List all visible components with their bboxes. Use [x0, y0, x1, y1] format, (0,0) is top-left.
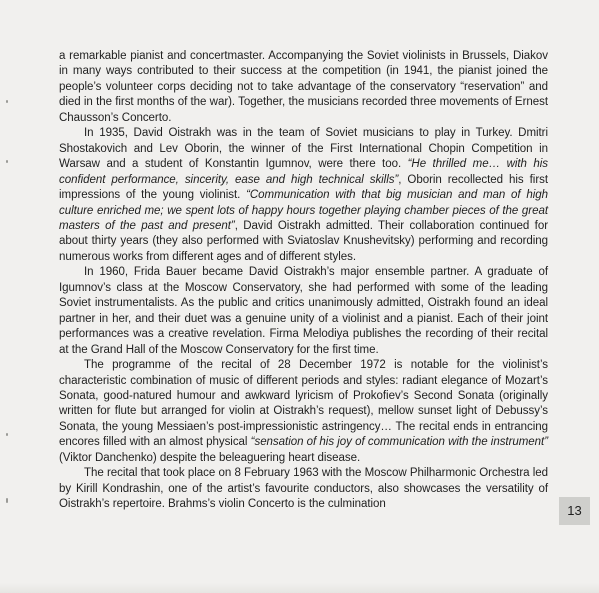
paragraph	[59, 49, 548, 126]
binding-mark	[6, 100, 8, 103]
quote-text: “Communication with that big musician and man of high culture enriched me; we spent lots of happy hours together playing chamber pieces of the great masters of the past and present”	[59, 189, 548, 232]
paragraph	[59, 466, 548, 512]
quote-text: “He thrilled me… with his confident performance, sincerity, ease and high technical skills”	[59, 158, 548, 186]
text-run: The recital that took place on 8 February 1963 with the Moscow Philharmonic Orchestra led by Kirill Kondrashin, one of the artist’s favourite conductors, also showcases the versatility of Oistrakh’s repertoire. Brahms’s violin Concerto is the culmination	[59, 467, 548, 511]
body-text	[59, 49, 548, 513]
text-run: , David Oistrakh admitted. Their collaboration continued for about thirty years (they also performed with Sviatoslav Knushevitsky) performing and recording numerous works from different ages and of different styles.	[59, 219, 548, 263]
quote-text: “sensation of his joy of communication with the instrument”	[250, 436, 549, 449]
text-run: , Oborin recollected his first impressions of the young violinist.	[59, 173, 549, 202]
text-run: In 1960, Frida Bauer became David Oistrakh’s major ensemble partner. A graduate of Igumnov’s class at the Moscow Conservatory, she had performed with some of the leading Soviet instrumentalists. As the public and critics unanimously admitted, Oistrakh found an ideal partner in her, and their duet was a genuine unity of a violinist and a pianist. Each of their joint performances was a creative revelation. Firma Melodiya publishes the recording of their recital at the Grand Hall of the Moscow Conservatory for the first time.	[59, 266, 548, 356]
paragraph	[59, 265, 548, 358]
binding-mark	[6, 160, 8, 163]
text-run: a remarkable pianist and concertmaster. Accompanying the Soviet violinists in Brussels, Diakov in many ways contributed to their success at the competition (in 1941, the pianist joined the people’s volunteer corps deciding not to take advantage of the conservatory “reservation” and died in the first months of the war). Together, the musicians recorded three movements of Ernest Chausson’s Concerto.	[59, 50, 548, 124]
text-run: (Viktor Danchenko) despite the beleaguering heart disease.	[59, 451, 361, 464]
binding-mark	[6, 498, 8, 503]
paragraph	[59, 358, 548, 466]
binding-mark	[6, 433, 8, 436]
text-run: The programme of the recital of 28 December 1972 is notable for the violinist’s characteristic combination of music of different periods and styles: radiant elegance of Mozart’s Sonata, good-natured humour and awkward lyricism of Prokofiev’s Second Sonata (originally written for flute but arranged for violin at Oistrakh’s request), mellow sunset light of Debussy’s Sonata, the young Messiaen’s post-impressionistic astringency… The recital ends in entrancing encores filled with an almost physical	[59, 359, 548, 449]
text-run: In 1935, David Oistrakh was in the team of Soviet musicians to play in Turkey. Dmitri Shostakovich and Lev Oborin, the winner of the First International Chopin Competition in Warsaw and a student of Konstantin Igumnov, were there too.	[59, 127, 548, 171]
page-edge	[0, 583, 599, 593]
page-number: 13	[559, 497, 590, 525]
paragraph	[59, 126, 548, 265]
